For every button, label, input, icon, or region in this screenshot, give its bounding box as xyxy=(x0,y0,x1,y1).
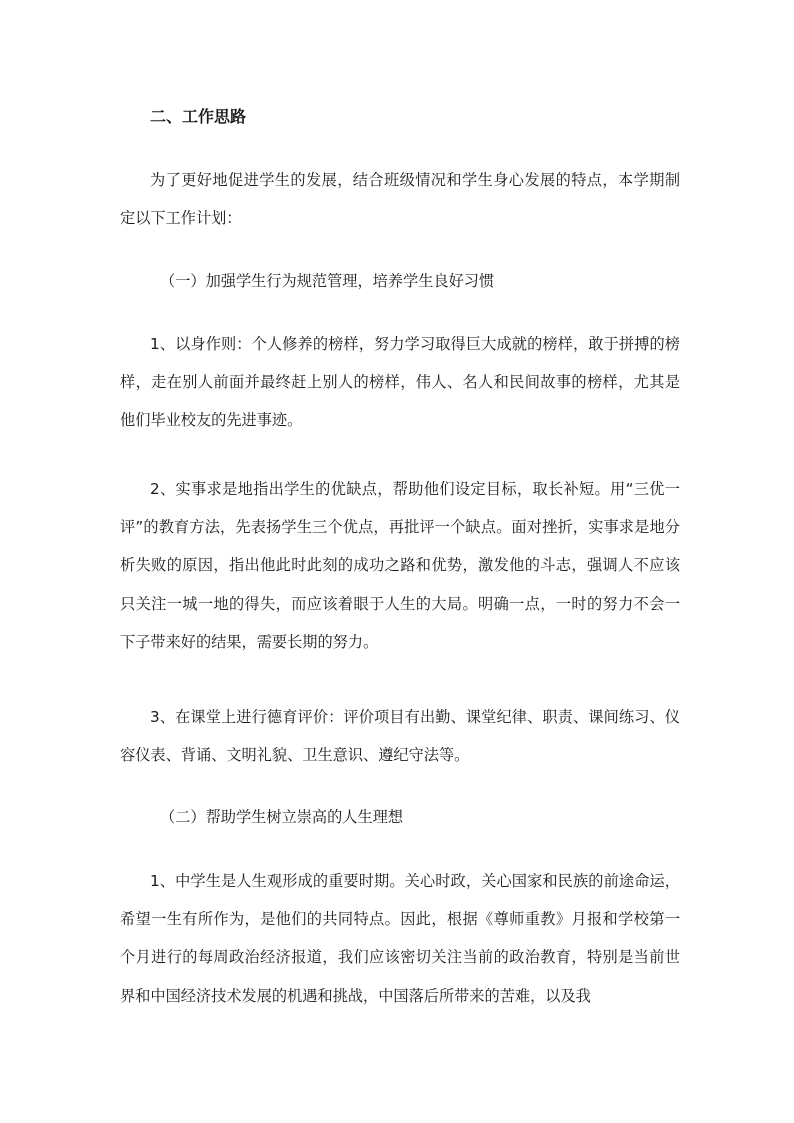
part1-item-2: 2、实事求是地指出学生的优缺点，帮助他们设定目标，取长补短。用“三优一评”的教育方法，先表扬学生三个优点，再批评一个缺点。面对挫折，实事求是地分析失败的原因，指出他此时此刻的成功之路和优势，激发他的斗志，强调人不应该只关注一城一地的得失，而应该着眼于人生的大局。明确一点，一时的努力不会一下子带来好的结果，需要长期的努力。 xyxy=(120,480,680,651)
part1-item-1: 1、以身作则：个人修养的榜样，努力学习取得巨大成就的榜样，敢于拼搏的榜样，走在别人前面并最终赶上别人的榜样，伟人、名人和民间故事的榜样，尤其是他们毕业校友的先进事迹。 xyxy=(120,335,680,430)
intro-paragraph: 为了更好地促进学生的发展，结合班级情况和学生身心发展的特点，本学期制定以下工作计划： xyxy=(120,171,680,228)
part2-title: （二）帮助学生树立崇高的人生理想 xyxy=(160,808,403,826)
part1-title: （一）加强学生行为规范管理，培养学生良好习惯 xyxy=(160,272,495,290)
section-heading: 二、工作思路 xyxy=(150,107,247,126)
part1-item-3: 3、在课堂上进行德育评价：评价项目有出勤、课堂纪律、职责、课间练习、仪容仪表、背诵、文明礼貌、卫生意识、遵纪守法等。 xyxy=(120,708,680,765)
part2-item-1: 1、中学生是人生观形成的重要时期。关心时政，关心国家和民族的前途命运，希望一生有所作为，是他们的共同特点。因此，根据《尊师重教》月报和学校第一个月进行的每周政治经济报道，我们应该密切关注当前的政治教育，特别是当前世界和中国经济技术发展的机遇和挑战，中国落后所带来的苦难，以及我 xyxy=(120,872,680,1005)
